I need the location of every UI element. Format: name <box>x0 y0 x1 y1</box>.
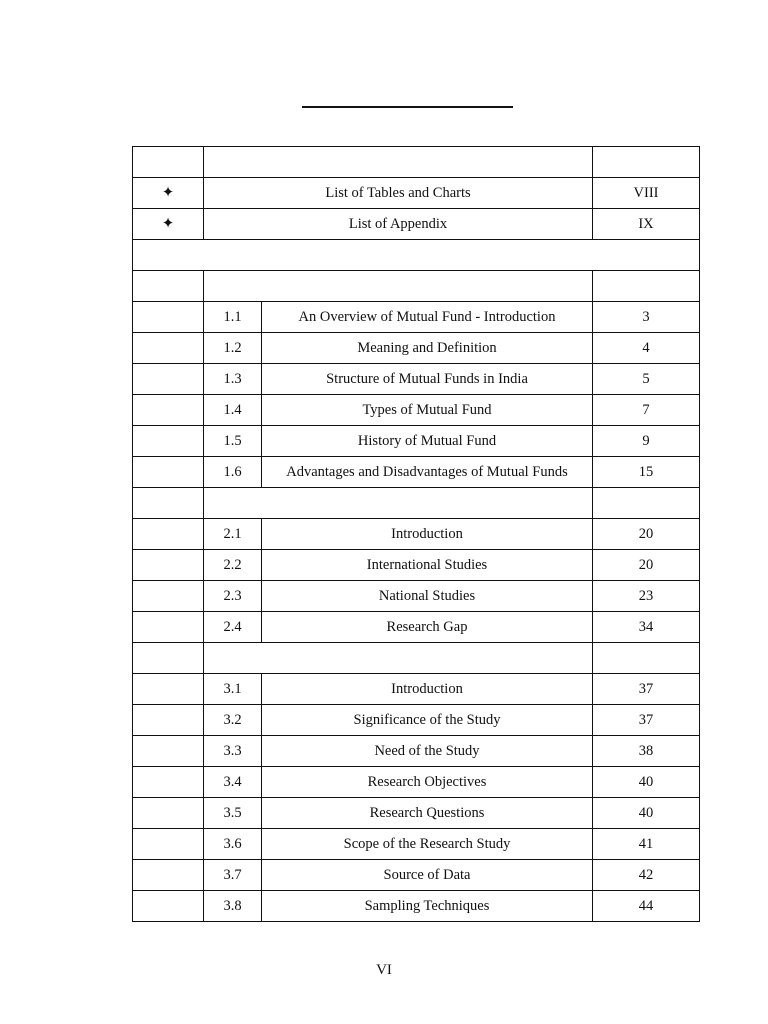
table-row <box>133 364 700 395</box>
toc-entry-page: 15 <box>593 457 700 488</box>
toc-entry-number: 3.1 <box>204 674 262 705</box>
toc-entry-page: 34 <box>593 612 700 643</box>
toc-entry-number: 3.2 <box>204 705 262 736</box>
toc-entry-number: 2.2 <box>204 550 262 581</box>
toc-entry-page: 40 <box>593 767 700 798</box>
toc-entry-page: 40 <box>593 798 700 829</box>
toc-entry-title: Scope of the Research Study <box>262 829 593 860</box>
toc-entry-number: 2.3 <box>204 581 262 612</box>
toc-cell <box>133 550 204 581</box>
toc-entry-page: 37 <box>593 674 700 705</box>
toc-cell <box>133 705 204 736</box>
toc-cell <box>204 147 593 178</box>
toc-cell <box>133 643 204 674</box>
toc-entry-title: International Studies <box>262 550 593 581</box>
toc-entry-number: 1.4 <box>204 395 262 426</box>
table-row <box>133 550 700 581</box>
toc-cell <box>133 271 204 302</box>
toc-cell <box>204 643 593 674</box>
toc-entry-title: Research Gap <box>262 612 593 643</box>
toc-entry-number: 3.3 <box>204 736 262 767</box>
toc-entry-page: 44 <box>593 891 700 922</box>
toc-entry-number: 1.2 <box>204 333 262 364</box>
toc-cell <box>593 488 700 519</box>
toc-entry-title: Meaning and Definition <box>262 333 593 364</box>
toc-entry-title: Need of the Study <box>262 736 593 767</box>
toc-cell <box>133 302 204 333</box>
toc-cell <box>133 426 204 457</box>
toc-entry-page: 23 <box>593 581 700 612</box>
toc-entry-number: 2.4 <box>204 612 262 643</box>
toc-entry-title: Types of Mutual Fund <box>262 395 593 426</box>
star-bullet-icon: ✦ <box>133 209 204 240</box>
toc-cell <box>133 147 204 178</box>
table-row <box>133 829 700 860</box>
toc-entry-number: 3.7 <box>204 860 262 891</box>
toc-entry-title: List of Appendix <box>204 209 593 240</box>
toc-entry-page: 3 <box>593 302 700 333</box>
toc-cell <box>133 488 204 519</box>
page-number: VI <box>376 962 392 978</box>
toc-entry-number: 3.4 <box>204 767 262 798</box>
table-row <box>133 426 700 457</box>
chapter-heading-row <box>133 488 700 519</box>
table-row <box>133 674 700 705</box>
table-row <box>133 178 700 209</box>
toc-cell <box>133 457 204 488</box>
toc-entry-number: 1.3 <box>204 364 262 395</box>
toc-entry-page: 7 <box>593 395 700 426</box>
table-row <box>133 612 700 643</box>
table-row <box>133 240 700 271</box>
table-row <box>133 395 700 426</box>
chapter-heading-row <box>133 271 700 302</box>
toc-entry-number: 1.5 <box>204 426 262 457</box>
table-row <box>133 519 700 550</box>
toc-entry-number: 3.8 <box>204 891 262 922</box>
table-row <box>133 302 700 333</box>
toc-cell <box>133 364 204 395</box>
toc-entry-page: 41 <box>593 829 700 860</box>
title-underline <box>302 106 513 108</box>
toc-entry-page: 37 <box>593 705 700 736</box>
toc-spacer-row <box>133 240 700 271</box>
table-row <box>133 767 700 798</box>
toc-cell <box>593 271 700 302</box>
toc-entry-number: 1.1 <box>204 302 262 333</box>
toc-body <box>133 147 700 922</box>
toc-entry-title: Introduction <box>262 519 593 550</box>
toc-cell <box>133 395 204 426</box>
toc-entry-title: Research Questions <box>262 798 593 829</box>
toc-entry-title: Significance of the Study <box>262 705 593 736</box>
toc-cell <box>133 891 204 922</box>
toc-cell <box>133 860 204 891</box>
table-row <box>133 891 700 922</box>
toc-cell <box>204 488 593 519</box>
toc-entry-title: Sampling Techniques <box>262 891 593 922</box>
table-row <box>133 798 700 829</box>
table-row <box>133 209 700 240</box>
toc-cell <box>133 333 204 364</box>
toc-cell <box>133 674 204 705</box>
toc-entry-page: 20 <box>593 519 700 550</box>
toc-entry-page: 5 <box>593 364 700 395</box>
table-row <box>133 705 700 736</box>
table-of-contents <box>132 146 700 922</box>
toc-cell <box>593 643 700 674</box>
toc-entry-page: 42 <box>593 860 700 891</box>
toc-entry-title: Advantages and Disadvantages of Mutual Funds <box>262 457 593 488</box>
table-row <box>133 736 700 767</box>
toc-cell <box>133 829 204 860</box>
toc-entry-number: 3.5 <box>204 798 262 829</box>
table-row <box>133 333 700 364</box>
toc-entry-page: VIII <box>593 178 700 209</box>
toc-entry-title: Introduction <box>262 674 593 705</box>
toc-entry-title: List of Tables and Charts <box>204 178 593 209</box>
toc-entry-page: 9 <box>593 426 700 457</box>
toc-entry-number: 3.6 <box>204 829 262 860</box>
toc-cell <box>133 519 204 550</box>
toc-entry-title: History of Mutual Fund <box>262 426 593 457</box>
toc-cell <box>133 736 204 767</box>
table-row <box>133 457 700 488</box>
toc-entry-title: Structure of Mutual Funds in India <box>262 364 593 395</box>
toc-cell <box>593 147 700 178</box>
toc-entry-title: National Studies <box>262 581 593 612</box>
toc-entry-number: 2.1 <box>204 519 262 550</box>
table-row <box>133 581 700 612</box>
toc-cell <box>133 798 204 829</box>
table-row <box>133 860 700 891</box>
toc-entry-page: 20 <box>593 550 700 581</box>
star-bullet-icon: ✦ <box>133 178 204 209</box>
toc-entry-page: IX <box>593 209 700 240</box>
toc-entry-page: 4 <box>593 333 700 364</box>
toc-entry-number: 1.6 <box>204 457 262 488</box>
toc-entry-title: Source of Data <box>262 860 593 891</box>
toc-entry-page: 38 <box>593 736 700 767</box>
toc-entry-title: An Overview of Mutual Fund - Introduction <box>262 302 593 333</box>
chapter-heading-row <box>133 643 700 674</box>
toc-cell <box>204 271 593 302</box>
toc-cell <box>133 612 204 643</box>
toc-entry-title: Research Objectives <box>262 767 593 798</box>
toc-cell <box>133 581 204 612</box>
toc-cell <box>133 767 204 798</box>
table-row <box>133 147 700 178</box>
